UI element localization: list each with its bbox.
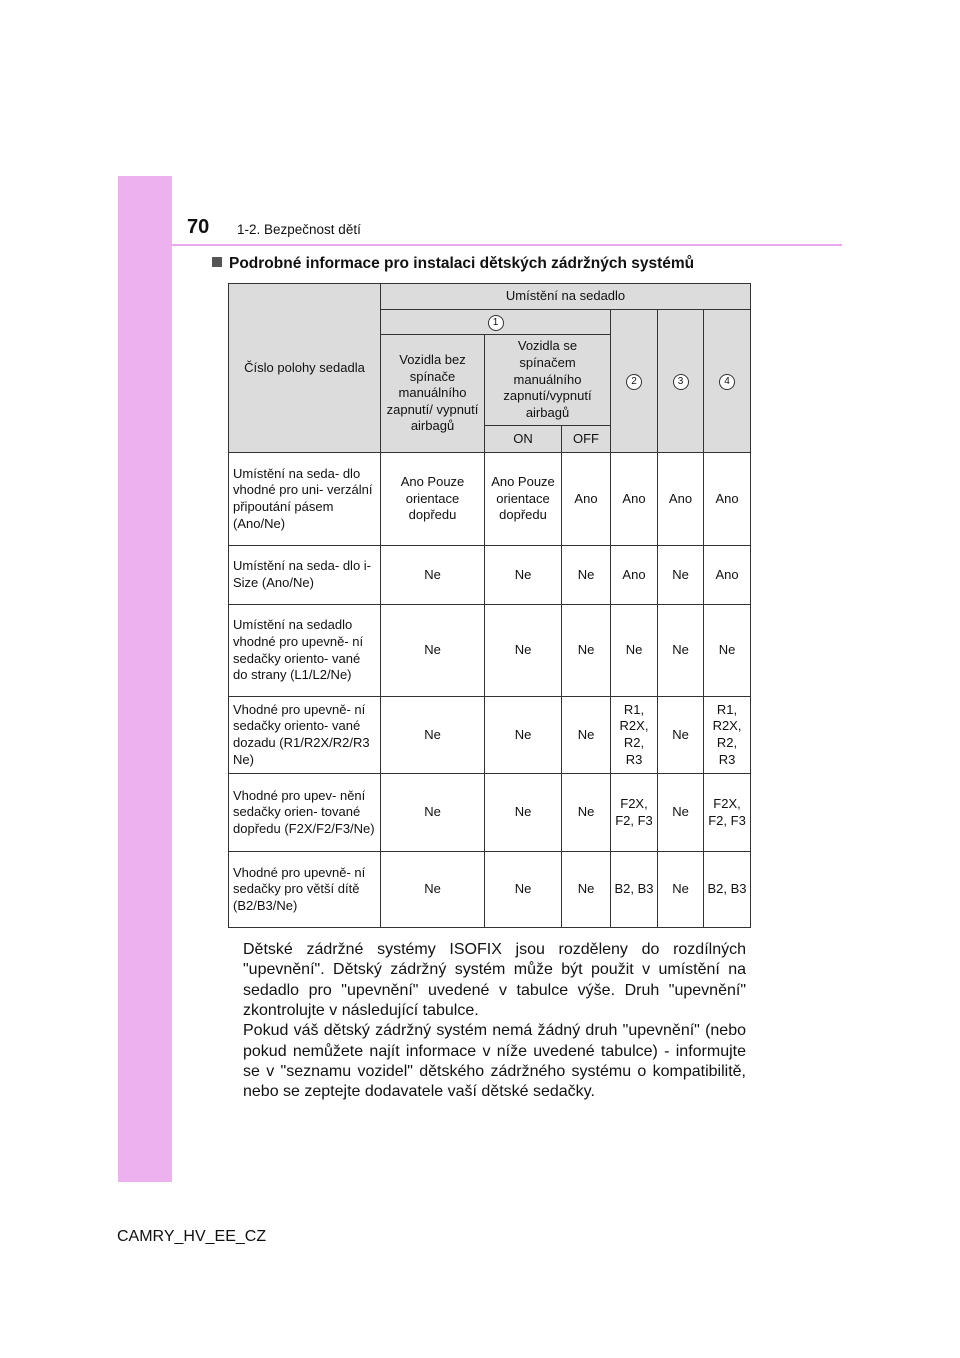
table-row xyxy=(229,546,751,605)
sidebar-tab xyxy=(118,176,172,1182)
table-cell: F2X, F2, F3 xyxy=(704,774,751,852)
isofix-table xyxy=(228,283,751,928)
table-cell: Ano xyxy=(704,546,751,605)
table-cell: Ne xyxy=(485,697,562,774)
table-cell: Ne xyxy=(658,774,704,852)
position-3-badge: 3 xyxy=(673,374,689,390)
position-2-badge: 2 xyxy=(626,374,642,390)
table-row xyxy=(229,453,751,546)
table-cell: Ano Pouze orientace dopředu xyxy=(381,453,485,546)
heading-text: Podrobné informace pro instalaci dětských zádržných systémů xyxy=(229,255,695,272)
header-position-3 xyxy=(658,310,704,453)
header-with-airbag-switch: Vozidla se spínačem manuálního zapnutí/vypnutí airbagů xyxy=(485,335,611,426)
table-row xyxy=(229,774,751,852)
header-off: OFF xyxy=(562,426,611,453)
header-position-2 xyxy=(611,310,658,453)
section-title: 1-2. Bezpečnost dětí xyxy=(237,222,361,237)
table-cell: Ne xyxy=(658,546,704,605)
row-label: Vhodné pro upevně- ní sedačky oriento- vané dozadu (R1/R2X/R2/R3 Ne) xyxy=(229,697,381,774)
table-cell: Ano xyxy=(704,453,751,546)
table-cell: Ne xyxy=(485,852,562,928)
footer-code: CAMRY_HV_EE_CZ xyxy=(117,1228,267,1245)
table-row xyxy=(229,605,751,697)
row-label: Vhodné pro upev- nění sedačky orien- tované dopředu (F2X/F2/F3/Ne) xyxy=(229,774,381,852)
table-cell: Ne xyxy=(562,852,611,928)
row-label: Umístění na sedadlo vhodné pro upevně- ní sedačky oriento- vané do strany (L1/L2/Ne) xyxy=(229,605,381,697)
table-cell: Ano xyxy=(611,546,658,605)
table-cell: Ne xyxy=(658,697,704,774)
square-bullet-icon xyxy=(212,257,222,267)
row-label: Umístění na seda- dlo vhodné pro uni- verzální připoutání pásem (Ano/Ne) xyxy=(229,453,381,546)
header-rule xyxy=(172,244,842,246)
table-cell: Ne xyxy=(562,774,611,852)
table-cell: R1, R2X, R2, R3 xyxy=(611,697,658,774)
table-cell: Ano xyxy=(562,453,611,546)
page-number: 70 xyxy=(187,216,210,238)
table-cell: Ne xyxy=(658,605,704,697)
body-text xyxy=(243,940,746,1103)
header-no-airbag-switch: Vozidla bez spínače manuálního zapnutí/ vypnutí airbagů xyxy=(381,335,485,453)
table-cell: Ne xyxy=(485,546,562,605)
table-cell: Ne xyxy=(562,605,611,697)
section-heading xyxy=(212,255,694,273)
table-cell: Ne xyxy=(562,546,611,605)
table-row xyxy=(229,697,751,774)
table-cell: Ne xyxy=(562,697,611,774)
table-cell: Ne xyxy=(485,605,562,697)
position-1-badge: 1 xyxy=(488,315,504,331)
header-seat-location: Umístění na sedadlo xyxy=(381,284,751,310)
paragraph-isofix-fixtures: Dětské zádržné systémy ISOFIX jsou rozděleny do rozdílných "upevnění". Dětský zádržný systém může být použit v umístění na sedadlo pro "upevnění" uvedené v tabulce výše. Druh "upevnění" zkontrolujte v následující tabulce. xyxy=(243,941,746,1019)
table-cell: B2, B3 xyxy=(704,852,751,928)
header-on: ON xyxy=(485,426,562,453)
table-cell: Ne xyxy=(381,605,485,697)
table-cell: Ne xyxy=(611,605,658,697)
table-row xyxy=(229,852,751,928)
table-cell: B2, B3 xyxy=(611,852,658,928)
table-cell: F2X, F2, F3 xyxy=(611,774,658,852)
row-label: Vhodné pro upevně- ní sedačky pro větší dítě (B2/B3/Ne) xyxy=(229,852,381,928)
table-cell: Ne xyxy=(381,546,485,605)
table-cell: Ne xyxy=(658,852,704,928)
table-cell: Ne xyxy=(381,697,485,774)
row-label: Umístění na seda- dlo i-Size (Ano/Ne) xyxy=(229,546,381,605)
table-cell: Ano xyxy=(658,453,704,546)
table-cell: Ne xyxy=(381,774,485,852)
header-position-4 xyxy=(704,310,751,453)
table-cell: Ano Pouze orientace dopředu xyxy=(485,453,562,546)
table-cell: Ne xyxy=(381,852,485,928)
table-cell: R1, R2X, R2, R3 xyxy=(704,697,751,774)
table-cell: Ano xyxy=(611,453,658,546)
header-position-1 xyxy=(381,310,611,335)
position-4-badge: 4 xyxy=(719,374,735,390)
table-cell: Ne xyxy=(485,774,562,852)
header-seat-position: Číslo polohy sedadla xyxy=(229,284,381,453)
table-cell: Ne xyxy=(704,605,751,697)
paragraph-compatibility: Pokud váš dětský zádržný systém nemá žádný druh "upevnění" (nebo pokud nemůžete najít informace v níže uvedené tabulce) - informujte se v "seznamu vozidel" dětského zádržného systému o kompatibilitě, nebo se zeptejte dodavatele vaší dětské sedačky. xyxy=(243,1022,746,1101)
